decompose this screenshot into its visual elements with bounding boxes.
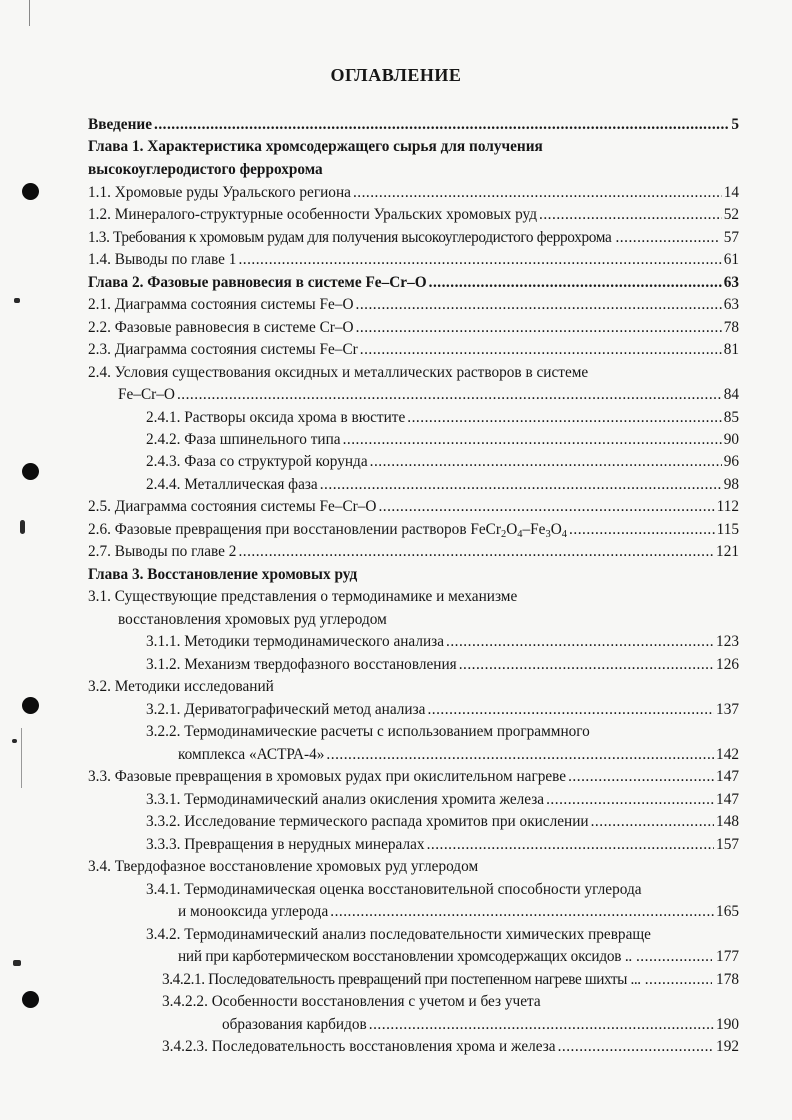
scan-speck [29,0,30,26]
scan-speck [12,739,17,743]
toc-entry-2-6: 2.6. Фазовые превращения при восстановлении растворов $FeCr_2O_4-Fe_3O_4$ ..... 115 [88,519,739,542]
scan-speck [21,728,22,788]
binder-hole [22,697,39,714]
toc-entry-2-4-4: 2.4.4. Металлическая фаза ..... 98 [146,474,739,497]
toc-entry-2-1: 2.1. Диаграмма состояния системы Fe–O ..... 63 [88,294,739,317]
toc-entry-3-3-2: 3.3.2. Исследование термического распада хромитов при окислении ..... 148 [146,811,739,834]
toc-entry-2-4-line2: Fe–Cr–O ..... 84 [118,384,739,407]
toc-entry-3-2-2-line2: комплекса «АСТРА-4» ..... 142 [178,744,739,767]
toc-entry-3-4-1-line1: 3.4.1. Термодинамическая оценка восстановительной способности углерода [146,881,642,898]
toc-entry-intro: Введение ..... 5 [88,114,739,137]
toc-entry-3-4-2-line1: 3.4.2. Термодинамический анализ последовательности химических превраще [146,926,651,943]
toc-entry-2-3: 2.3. Диаграмма состояния системы Fe–Cr ..... 81 [88,339,739,362]
toc-entry-3-2-2-line1: 3.2.2. Термодинамические расчеты с использованием программного [146,723,590,740]
toc-entry-2-4-line1: 2.4. Условия существования оксидных и металлических растворов в системе [88,364,589,381]
scan-speck [13,960,21,966]
toc-entry-3-3: 3.3. Фазовые превращения в хромовых рудах при окислительном нагреве ..... 147 [88,766,739,789]
page-title: ОГЛАВЛЕНИЕ [330,65,462,85]
toc-chapter-3: Глава 3. Восстановление хромовых руд [88,566,358,583]
toc-entry-3-1-line2: восстановления хромовых руд углеродом [118,611,387,628]
binder-hole [22,991,39,1008]
toc-entry-3-4-2-line2: ний при карботермическом восстановлении хромсодержащих оксидов .. ..... 177 [178,946,739,969]
toc-entry-3-3-1: 3.3.1. Термодинамический анализ окисления хромита железа ..... 147 [146,789,739,812]
toc-entry-2-4-2: 2.4.2. Фаза шпинельного типа ..... 90 [146,429,739,452]
toc-entry-3-4-1-line2: и монооксида углерода ..... 165 [178,901,739,924]
toc-entry-3-2-1: 3.2.1. Дериватографический метод анализа ..... 137 [146,699,739,722]
toc-chapter-1-line2: высокоуглеродистого феррохрома [88,161,323,178]
binder-hole [22,183,39,200]
toc-chapter-2: Глава 2. Фазовые равновесия в системе Fe–Cr–O ..... 63 [88,272,739,295]
toc-entry-2-4-3: 2.4.3. Фаза со структурой корунда ..... 96 [146,451,739,474]
toc-chapter-1-line1: Глава 1. Характеристика хромсодержащего сырья для получения [88,138,543,155]
toc-entry-3-3-3: 3.3.3. Превращения в нерудных минералах ..... 157 [146,834,739,857]
toc-entry-1-2: 1.2. Минералого-структурные особенности Уральских хромовых руд ..... 52 [88,204,739,227]
toc-entry-2-5: 2.5. Диаграмма состояния системы Fe–Cr–O ..... 112 [88,496,739,519]
toc-entry-3-4-2-3: 3.4.2.3. Последовательность восстановления хрома и железа ..... 192 [162,1036,739,1059]
toc-entry-2-2: 2.2. Фазовые равновесия в системе Cr–O ..... 78 [88,317,739,340]
toc-entry-1-3: 1.3. Требования к хромовым рудам для получения высокоуглеродистого феррохрома ..... 57 [88,227,739,250]
toc-entry-3-1-2: 3.1.2. Механизм твердофазного восстановления ..... 126 [146,654,739,677]
toc-entry-3-4-2-2-line2: образования карбидов ..... 190 [222,1014,739,1037]
toc-entry-2-4-1: 2.4.1. Растворы оксида хрома в вюстите ..... 85 [146,407,739,430]
toc-entry-3-4: 3.4. Твердофазное восстановление хромовых руд углеродом [88,858,479,875]
toc-entry-3-2: 3.2. Методики исследований [88,678,274,695]
scan-speck [14,298,20,303]
toc-entry-1-1: 1.1. Хромовые руды Уральского региона ..... 14 [88,182,739,205]
toc-entry-3-1-1: 3.1.1. Методики термодинамического анализа ..... 123 [146,631,739,654]
scan-speck [20,520,25,534]
toc-entry-2-7: 2.7. Выводы по главе 2 ..... 121 [88,541,739,564]
toc-entry-3-1-line1: 3.1. Существующие представления о термодинамике и механизме [88,588,518,605]
toc-entry-3-4-2-2-line1: 3.4.2.2. Особенности восстановления с учетом и без учета [162,993,541,1010]
toc-entry-3-4-2-1: 3.4.2.1. Последовательность превращений при постепенном нагреве шихты ... ..... 178 [162,969,739,992]
binder-hole [22,463,39,480]
toc-entry-1-4: 1.4. Выводы по главе 1 ..... 61 [88,249,739,272]
